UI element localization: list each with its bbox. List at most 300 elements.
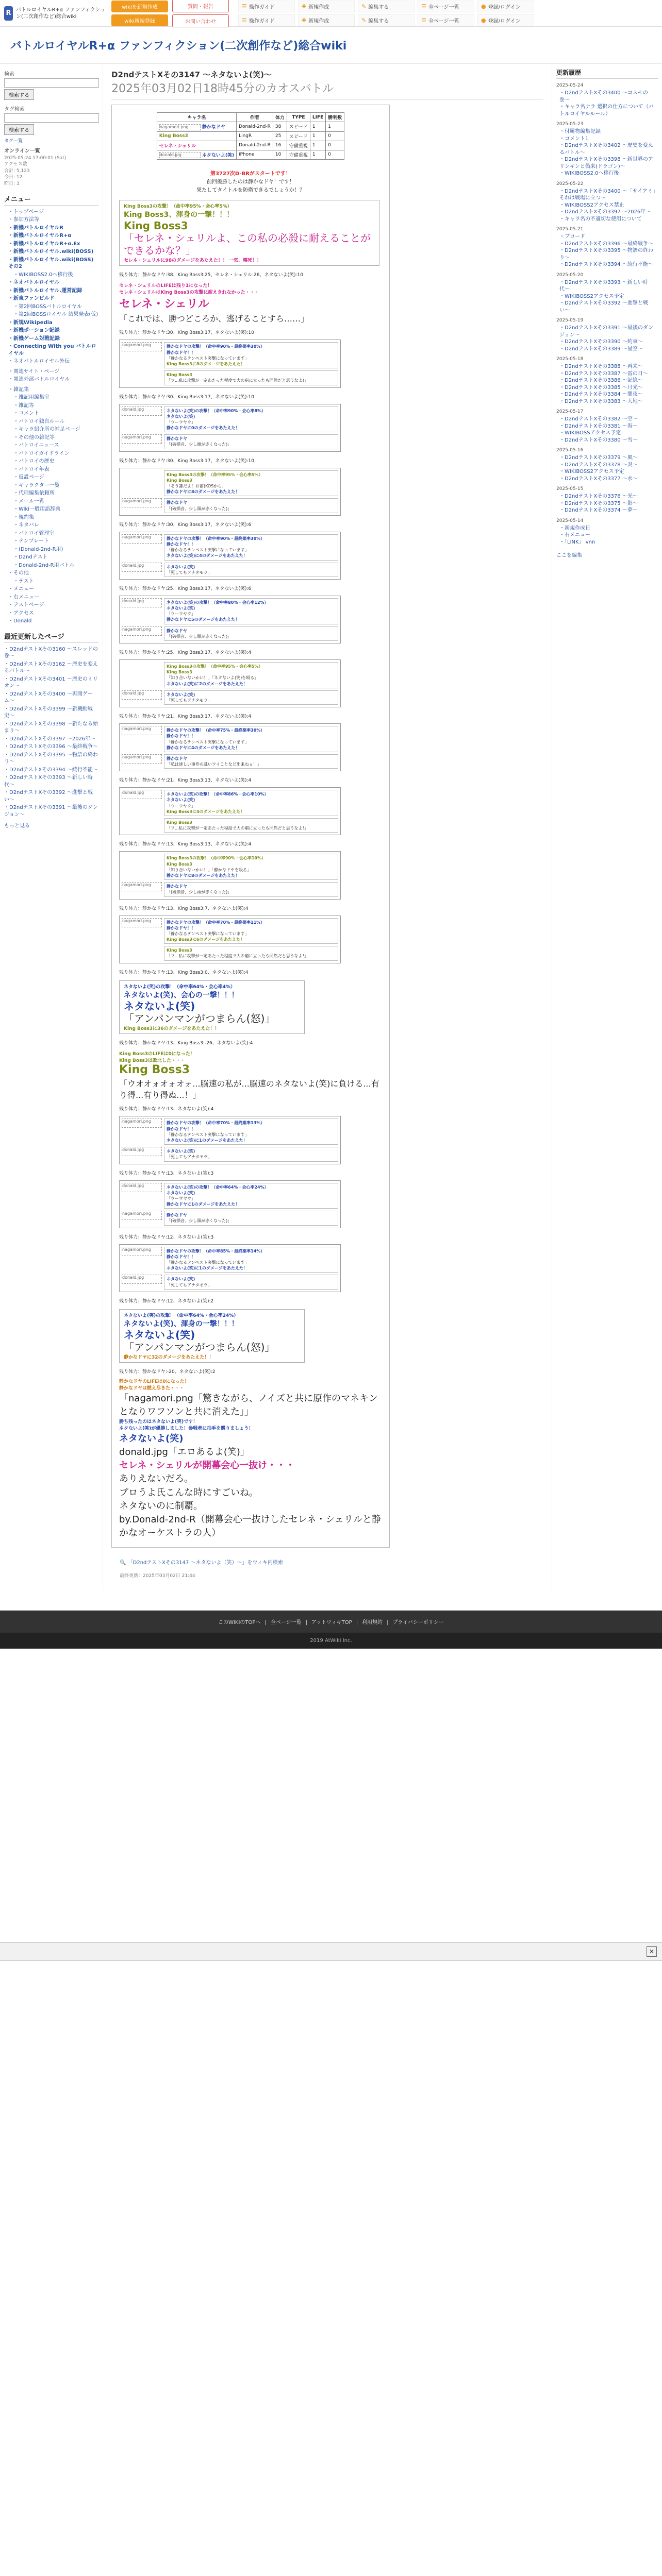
turn-message bbox=[164, 1275, 338, 1289]
roster-header: LIFE bbox=[310, 113, 325, 122]
create-wiki-button[interactable]: wikiを新規作成 bbox=[111, 1, 168, 12]
turn-message-line: ネタないよ(笑) bbox=[167, 798, 195, 803]
toolbar-link[interactable] bbox=[477, 14, 534, 26]
menu-link[interactable]: ・新機ゲーム対戦記録 bbox=[8, 335, 60, 342]
edit-right-link[interactable]: ここを編集 bbox=[556, 553, 582, 558]
search-input[interactable] bbox=[4, 78, 99, 88]
turn-status: 残り体力：静かなドヤ:30、King Boss3:17、ネタないよ(笑):6 bbox=[119, 522, 252, 528]
history-item bbox=[559, 507, 658, 514]
left-sidebar bbox=[0, 64, 103, 1590]
ending-l7: donald.jpg「エロあるよ(笑)」 bbox=[119, 1447, 250, 1458]
history-link[interactable]: ・D2ndテストXその3391 〜最後のダンジョン〜 bbox=[559, 325, 653, 338]
menu-link[interactable]: ・代理編集依頼所 bbox=[13, 490, 55, 497]
wiki-search-link[interactable]: 「D2ndテストXその3147 〜ネタないよ（笑）〜」をウィキ内検索 bbox=[127, 1560, 283, 1566]
menu-link[interactable]: ・関連外部バトルロイヤル bbox=[8, 377, 70, 383]
character-image: donald.jpg bbox=[122, 406, 162, 416]
history-link[interactable]: ・D2ndテストXその3389 〜星空〜 bbox=[559, 346, 643, 352]
turn-message-line: King Boss3の攻撃！（命中率95%・会心率5%） bbox=[167, 472, 263, 477]
roster-cell: 1 bbox=[326, 122, 344, 132]
menu-link[interactable]: ・参加方法等 bbox=[8, 217, 39, 223]
character-image: nagamori.png bbox=[122, 1118, 162, 1128]
menu-item bbox=[8, 570, 98, 577]
menu-link[interactable]: ・テスト bbox=[13, 578, 34, 584]
turn-message-line: 静かなドヤに4のダメージをあたえた！ bbox=[167, 745, 240, 750]
menu-link[interactable]: ・雑記等 bbox=[13, 402, 34, 409]
history-date: 2025-05-21 bbox=[556, 227, 584, 232]
menu-link[interactable]: ・メニュー bbox=[8, 586, 34, 592]
history-link[interactable]: ・D2ndテストXその3385 〜月光〜 bbox=[559, 384, 643, 391]
toolbar-link[interactable] bbox=[358, 14, 415, 26]
history-link[interactable]: ・D2ndテストXその3394 〜続行不能〜 bbox=[559, 262, 653, 267]
turn-message-line: 静かなドヤ bbox=[167, 628, 187, 633]
turn-message-line: 「静かなるテンペスト突撃になっています」 bbox=[167, 739, 249, 744]
turn-message-line: King Boss3 bbox=[167, 861, 192, 867]
menu-link[interactable]: ・新機バトルロイヤルR+α bbox=[8, 233, 72, 239]
history-item bbox=[559, 384, 658, 392]
history-item bbox=[559, 338, 658, 346]
menu-title: メニュー bbox=[4, 194, 98, 206]
menu-item bbox=[8, 257, 98, 270]
recent-link[interactable]: ・D2ndテストXその3162 〜歴史を変えるバトル〜 bbox=[4, 661, 98, 674]
turn-row bbox=[122, 498, 338, 513]
turn-message-line: 静かなドヤに8のダメージをあたえた！ bbox=[167, 873, 240, 878]
recent-item bbox=[4, 676, 98, 690]
menu-link[interactable]: ・雑記用編集室 bbox=[13, 395, 49, 401]
site-badge[interactable] bbox=[4, 6, 107, 21]
footer-link[interactable]: プライバシーポリシー bbox=[392, 1619, 444, 1625]
ending-l6: ネタないよ(笑) bbox=[119, 1433, 184, 1445]
turn-message-line: 「ウーウヤウ」 bbox=[167, 612, 195, 617]
tree-list bbox=[4, 386, 98, 625]
history-date: 2025-05-20 bbox=[556, 272, 584, 278]
turn-status: 残り体力：静かなドヤ:21、King Boss3:13、ネタないよ(笑):4 bbox=[119, 778, 252, 784]
history-link[interactable]: ・D2ndテストXその3380 〜雪〜 bbox=[559, 437, 638, 443]
history-link[interactable]: ・WIKIBOSS2.0へ移行後 bbox=[559, 171, 619, 176]
menu-link[interactable]: ・バトロイガイドライン bbox=[13, 450, 70, 456]
menu-link[interactable]: ・新機バトルロイヤルR+α.Ex bbox=[8, 241, 80, 247]
roster-row bbox=[157, 141, 344, 150]
recent-item bbox=[4, 646, 98, 660]
roster-cell: 守備重視 bbox=[287, 141, 310, 150]
menu-item bbox=[13, 410, 98, 417]
turn-row bbox=[122, 342, 338, 368]
turn-message bbox=[164, 342, 338, 368]
menu-item bbox=[8, 209, 98, 216]
history-items bbox=[556, 454, 658, 482]
history-link[interactable]: ・D2ndテストXその3387 〜雷の日〜 bbox=[559, 370, 648, 377]
turn-message bbox=[164, 818, 338, 833]
boss-fall-4: 「ウオオォオォオォ...脳速の私が...脳速のネタないよ(笑)に負ける...有り得...有り得ぬ...！」 bbox=[119, 1078, 379, 1100]
boss-fall-2: King Boss3は敗北した・・・ bbox=[119, 1058, 186, 1063]
menu-link[interactable]: ・キャラ紹介所の補足ページ bbox=[13, 427, 80, 433]
menu-link[interactable]: ・ネタバレ bbox=[13, 522, 39, 529]
roster-cell: LingR bbox=[237, 131, 273, 141]
menu-link[interactable]: ・新規Wikipedia bbox=[8, 319, 53, 326]
turn-message-line: ネタないよ(笑)の攻撃！（命中率90%・会心率8%） bbox=[167, 408, 266, 413]
turn-row bbox=[122, 790, 338, 816]
footer-link[interactable]: アットウィキTOP bbox=[311, 1619, 352, 1625]
roster-cell: 0 bbox=[326, 141, 344, 150]
menu-item bbox=[13, 474, 98, 481]
toolbar-link[interactable] bbox=[418, 1, 474, 12]
recent-item bbox=[4, 774, 98, 788]
turn-message-line: 「死してもアナタモラ」 bbox=[167, 698, 212, 703]
character-name: 静かなドヤ bbox=[200, 125, 225, 130]
turn-message bbox=[164, 470, 338, 497]
menu-link[interactable]: ・コメント bbox=[13, 411, 39, 417]
history-items bbox=[556, 325, 658, 352]
turn-row bbox=[122, 818, 338, 833]
menu-link[interactable]: ・テンプレート bbox=[13, 538, 49, 545]
recent-link[interactable]: ・D2ndテストXその3160 〜スレッドの巻〜 bbox=[4, 646, 98, 659]
history-link[interactable]: ・WIKIBOSS2アクセス予定 bbox=[559, 293, 624, 299]
menu-link[interactable]: ・右メニュー bbox=[8, 594, 39, 600]
menu-link[interactable]: ・バトロイニュース bbox=[13, 443, 59, 449]
history-item bbox=[559, 156, 658, 170]
turn-row bbox=[122, 1183, 338, 1209]
history-link[interactable]: ・D2ndテストXその3390 〜約束〜 bbox=[559, 339, 643, 345]
history-link[interactable]: ・コメント1 bbox=[559, 135, 589, 142]
final-status: 残り体力：静かなドヤ:-20、ネタないよ(笑):2 bbox=[119, 1369, 216, 1375]
recent-link[interactable]: ・D2ndテストXその3394 〜続行不能〜 bbox=[4, 767, 98, 773]
history-item bbox=[559, 500, 658, 507]
history-items bbox=[556, 416, 658, 444]
main-content bbox=[103, 64, 552, 1590]
history-link[interactable]: ・D2ndテストXその3377 〜水〜 bbox=[559, 476, 638, 482]
roster-header: 勝利数 bbox=[326, 113, 344, 122]
menu-link[interactable]: ・新機バトルロイヤル.wiki(BOSS)その2 bbox=[8, 257, 94, 270]
site-title[interactable]: バトルロイヤルR+α ファンフィクション(二次創作など)総合wiki bbox=[10, 40, 347, 53]
fall-line-2: セレネ・シェリルはKing Boss3の攻撃に耐えきれなかった・・・ bbox=[119, 290, 259, 295]
toolbar-link-icon: ☰ bbox=[242, 3, 247, 10]
footer-link[interactable]: このWIKIのTOPへ bbox=[218, 1619, 261, 1625]
character-name: セレネ・シェリル bbox=[159, 143, 196, 149]
history-link[interactable]: ・D2ndテストXその3374 〜夢〜 bbox=[559, 507, 638, 513]
toolbar-link[interactable] bbox=[298, 14, 355, 26]
menu-link[interactable]: ・バトロイ独自ルール bbox=[13, 418, 65, 425]
turn-message-line: 「ウーウヤウ」 bbox=[167, 419, 195, 425]
turn-message-line: 静かなドヤに5のダメージをあたえた！ bbox=[167, 617, 240, 622]
turn-message-line: 静かなドヤの攻撃！（命中率70%・最終薬率13%） bbox=[167, 1121, 265, 1126]
recent-link[interactable]: ・D2ndテストXその3400 〜再開ゲーム〜 bbox=[4, 691, 93, 704]
turn-row bbox=[122, 1147, 338, 1161]
menu-link[interactable]: ・WIKIBOSS2.0へ移行後 bbox=[13, 272, 73, 278]
menu-link[interactable]: ・Connecting With you バトルロイヤル bbox=[8, 344, 96, 357]
start-note-3: 果たしてタイトルを防衛できるでしょうか！？ bbox=[196, 188, 305, 193]
roster-cell: iPhone bbox=[237, 150, 273, 160]
menu-link[interactable]: ・テストページ bbox=[8, 602, 44, 608]
menu-link[interactable]: ・第2回BOSSロイヤル 結果発表(仮) bbox=[13, 312, 98, 318]
boss-attack-box bbox=[119, 200, 379, 266]
recent-link[interactable]: ・D2ndテストXその3392 〜進撃と戦い〜 bbox=[4, 790, 93, 803]
history-link[interactable]: ・D2ndテストXその3384 〜闇夜〜 bbox=[559, 392, 643, 397]
recent-item bbox=[4, 743, 98, 751]
roster-header: 体力 bbox=[273, 113, 287, 122]
history-item bbox=[559, 216, 658, 223]
roster-cell: 0 bbox=[326, 150, 344, 160]
history-link[interactable]: ・キャラ名ナラ 選択の仕方について（バトルロイヤルルール） bbox=[559, 104, 654, 117]
history-link[interactable]: ・D2ndテストXその3386 〜記憶〜 bbox=[559, 378, 643, 383]
boss-fall-3: King Boss3 bbox=[119, 1063, 190, 1076]
turn-message bbox=[164, 534, 338, 561]
recent-link[interactable]: ・D2ndテストXその3398 〜新たなる始まり〜 bbox=[4, 721, 98, 734]
character-name: ネタないよ(笑) bbox=[200, 152, 235, 158]
turn-message-line: 「ウーウヤウ」 bbox=[167, 1196, 195, 1201]
menu-link[interactable]: ・関連サイト・ページ bbox=[8, 368, 60, 375]
menu-link[interactable]: ・バトロイ管理室 bbox=[13, 530, 55, 536]
menu-link[interactable]: ・トップページ bbox=[8, 209, 44, 215]
menu-link[interactable]: ・仮設ページ bbox=[13, 474, 44, 481]
history-link[interactable]: ・D2ndテストXその3393 〜新しい時代〜 bbox=[559, 279, 648, 292]
recent-link[interactable]: ・D2ndテストXその3397 〜2026年〜 bbox=[4, 736, 96, 742]
menu-link[interactable]: ・その他の雑記等 bbox=[13, 434, 55, 440]
roster-cell: スピード bbox=[287, 131, 310, 141]
menu-link[interactable]: ・新東ファンビルド bbox=[8, 296, 55, 302]
turn-message bbox=[164, 1211, 338, 1225]
boss-line-2: King Boss3、渾身の一撃！！！ bbox=[124, 211, 234, 219]
turn-status: 残り体力：静かなドヤ:13、King Boss3:13、ネタないよ(笑):4 bbox=[119, 842, 252, 848]
turn-message bbox=[164, 882, 338, 896]
menu-link[interactable]: ・D2ndテスト bbox=[13, 554, 48, 561]
toolbar-link[interactable] bbox=[418, 14, 474, 26]
history-link[interactable]: ・D2ndテストXその3392 〜進撃と戦い〜 bbox=[559, 300, 648, 313]
history-link[interactable]: ・WIKIBOSS2アクセス禁止 bbox=[559, 202, 624, 208]
turn-message-line: 「(破損音、少し頭が赤くなった)」 bbox=[167, 1218, 232, 1224]
more-recent-link[interactable]: もっと見る bbox=[4, 823, 30, 829]
turn-block bbox=[119, 659, 341, 707]
crit2-line-1: ネタないよ(笑)の攻撃！（命中率64%・会心率24%） bbox=[124, 1313, 239, 1318]
character-image: nagamori.png bbox=[122, 726, 162, 735]
menu-link[interactable]: ・メール一覧 bbox=[13, 498, 44, 504]
history-link[interactable]: ・WIKIBOSS2アクセス予定 bbox=[559, 469, 624, 474]
menu-link[interactable]: ・雑記集 bbox=[8, 386, 29, 393]
roster-cell: 1 bbox=[310, 122, 325, 132]
report-button[interactable]: 質問・報告 bbox=[172, 0, 229, 12]
menu-link[interactable]: ・新機バトルロイヤル.運営記録 bbox=[8, 287, 82, 294]
menu-link[interactable]: ・Donald-2nd-R用バトル bbox=[13, 562, 75, 568]
menu-link[interactable]: ・アクセス bbox=[8, 610, 34, 616]
search-button[interactable]: 検索する bbox=[4, 89, 34, 100]
history-link[interactable]: ・D2ndテストXその3397 〜2026年〜 bbox=[559, 209, 651, 215]
counter-line: 昨日: 3 bbox=[4, 181, 20, 187]
footer-sep: | bbox=[305, 1619, 307, 1625]
ending-l12: by.Donald-2nd-R（開幕会心一抜けしたセレネ・シェリルと静かなオーケストラの人） bbox=[119, 1514, 381, 1538]
toolbar-link[interactable] bbox=[477, 1, 534, 12]
history-link[interactable]: ・D2ndテストXその3375 〜影〜 bbox=[559, 500, 638, 506]
history-link[interactable]: ・ブロード bbox=[559, 234, 585, 240]
history-link[interactable]: ・D2ndテストXその3400 〜「サイアミ」それは戦場に立つ〜 bbox=[559, 188, 658, 201]
history-link[interactable]: ・「LINK」 vnn bbox=[559, 539, 595, 545]
turn-message bbox=[164, 790, 338, 816]
turn-message-line: 「(破損音、少し頭が赤くなった)」 bbox=[167, 634, 232, 639]
menu-item bbox=[13, 546, 98, 553]
crit-line-2: ネタないよ(笑)、会心の一撃！！！ bbox=[124, 991, 239, 999]
turn-message-line: 「フ...私に攻撃が一定あたった程度で大の窮に立ったも同然だと思うなよ!」 bbox=[167, 826, 308, 831]
history-link[interactable]: ・キャラ名の不適切な使用について bbox=[559, 216, 642, 222]
toolbar-link[interactable] bbox=[238, 1, 295, 12]
counter-line: 合計: 5,123 bbox=[4, 168, 30, 174]
search-label: 検索 bbox=[4, 72, 14, 77]
character-image: donald.jpg bbox=[159, 152, 201, 158]
menu-item bbox=[8, 232, 98, 240]
history-link[interactable]: ・D2ndテストXその3382 〜空〜 bbox=[559, 416, 638, 422]
history-link[interactable]: ・新規作成日 bbox=[559, 525, 590, 531]
turn-row bbox=[122, 470, 338, 497]
turn-row bbox=[122, 662, 338, 688]
toolbar-link-icon: ✚ bbox=[302, 16, 307, 24]
turn-message-line: 静かなドヤの攻撃！（命中率90%・最終薬率30%） bbox=[167, 344, 265, 349]
recent-item bbox=[4, 661, 98, 675]
turn-message bbox=[164, 918, 338, 944]
recent-item bbox=[4, 706, 98, 720]
history-link[interactable]: ・右メニュー bbox=[559, 532, 590, 538]
toolbar-link[interactable] bbox=[238, 14, 295, 26]
history-link[interactable]: ・付属物編集記録 bbox=[559, 129, 601, 134]
turn-message-line: 「そう誰だよ！お前(KOSから」 bbox=[167, 484, 226, 489]
menu-link[interactable]: ・その他 bbox=[8, 570, 29, 577]
menu-link[interactable]: ・第2回BOSSバトルロイヤル bbox=[13, 303, 82, 310]
turn-message-line: King Boss3 bbox=[167, 372, 192, 378]
turn-block bbox=[119, 851, 341, 899]
turn-message-line: 「私は達しい事件の乱いワイことなど出来ねぇ！」 bbox=[167, 762, 261, 767]
history-item bbox=[559, 142, 658, 156]
tag-search-button[interactable]: 検索する bbox=[4, 124, 34, 135]
contact-button[interactable]: お問い合わせ bbox=[172, 14, 229, 27]
menu-item bbox=[8, 358, 98, 365]
roster-cell: 10 bbox=[273, 150, 287, 160]
history-items bbox=[556, 128, 658, 177]
turn-message bbox=[164, 726, 338, 752]
history-link[interactable]: ・D2ndテストXその3398 〜新世界のアリンキンと偽来(ドラゴン)〜 bbox=[559, 157, 653, 170]
turn-message-line: King Boss3に8のダメージをあたえた！ bbox=[167, 361, 245, 366]
roster-header: キャラ名 bbox=[157, 113, 236, 122]
turn-message bbox=[164, 1147, 338, 1161]
tag-search-input[interactable] bbox=[4, 113, 99, 123]
history-link[interactable]: ・D2ndテストXその3402 〜歴史を変えるバトル〜 bbox=[559, 143, 653, 156]
toolbar-link[interactable] bbox=[298, 1, 355, 12]
turn-row bbox=[122, 882, 338, 896]
footer-link[interactable]: 全ページ一覧 bbox=[270, 1619, 302, 1625]
recent-link[interactable]: ・D2ndテストXその3396 〜最終戦争〜 bbox=[4, 744, 98, 750]
roster-cell: 0 bbox=[326, 131, 344, 141]
register-wiki-button[interactable]: wiki新規登録 bbox=[111, 14, 168, 26]
footer bbox=[0, 1611, 662, 1633]
status-line: 残り体力：静かなドヤ:38、King Boss3:25、セレネ・シェリル:26、ネタないよ(笑):10 bbox=[119, 273, 303, 278]
character-image: donald.jpg bbox=[122, 1147, 162, 1156]
history-link[interactable]: ・D2ndテストXその3383 〜大地〜 bbox=[559, 398, 643, 404]
tag-list-link[interactable]: タグ一覧 bbox=[4, 139, 23, 144]
menu-link[interactable]: ・バトロイの歴史 bbox=[13, 459, 55, 465]
history-date: 2025-05-24 bbox=[556, 83, 584, 88]
turn-message-line: ネタないよ(笑) bbox=[167, 692, 195, 697]
history-link[interactable]: ・D2ndテストXその3388 〜再来〜 bbox=[559, 364, 643, 369]
history-list bbox=[556, 83, 658, 546]
menu-link[interactable]: ・Wiki一般用語辞典 bbox=[13, 506, 61, 513]
history-link[interactable]: ・D2ndテストXその3400 〜コスモの巻〜 bbox=[559, 90, 648, 103]
roster-cell: スピード bbox=[287, 122, 310, 132]
history-link[interactable]: ・D2ndテストXその3381 〜海〜 bbox=[559, 423, 638, 429]
turns-container bbox=[119, 329, 382, 963]
menu-link[interactable]: ・ネオバトルロイヤル bbox=[8, 280, 60, 286]
menu-link[interactable]: ・新機バトルロイヤル.wiki(BOSS) bbox=[8, 249, 94, 255]
menu-item bbox=[13, 402, 98, 410]
history-item bbox=[559, 346, 658, 353]
roster-row bbox=[157, 131, 344, 141]
menu-item bbox=[13, 562, 98, 569]
roster-cell: 1 bbox=[310, 150, 325, 160]
footer-sep: | bbox=[356, 1619, 358, 1625]
menu-item bbox=[13, 434, 98, 442]
menu-link[interactable]: ・(Donald-2nd-R用) bbox=[13, 546, 63, 552]
recent-link[interactable]: ・D2ndテストXその3391 〜最後のダンジョン〜 bbox=[4, 805, 98, 818]
character-image: nagamori.png bbox=[122, 498, 162, 507]
toolbar-link[interactable] bbox=[358, 1, 415, 12]
turn-message-line: King Boss3の攻撃！（命中率90%・会心率10%） bbox=[167, 856, 266, 861]
menu-item bbox=[8, 327, 98, 334]
online-label: オンライン一覧 bbox=[4, 148, 40, 154]
history-link[interactable]: ・D2ndテストXその3379 〜風〜 bbox=[559, 455, 638, 461]
history-item bbox=[559, 135, 658, 143]
footer-sep: | bbox=[264, 1619, 267, 1625]
close-icon[interactable]: ✕ bbox=[647, 1946, 657, 1957]
turn-block bbox=[119, 596, 341, 643]
recent-item bbox=[4, 767, 98, 774]
crit2-box bbox=[119, 1309, 305, 1363]
menu-item bbox=[13, 578, 98, 585]
menu-link[interactable]: ・新機バトルロイヤルR bbox=[8, 225, 64, 231]
recent-link[interactable]: ・D2ndテストXその3399 〜新機動戦史〜 bbox=[4, 706, 93, 719]
history-link[interactable]: ・WIKIBOSSアクセス予定 bbox=[559, 430, 621, 436]
character-image: donald.jpg bbox=[122, 690, 162, 700]
history-link[interactable]: ・D2ndテストXその3378 〜炎〜 bbox=[559, 462, 638, 468]
history-link[interactable]: ・D2ndテストXその3395 〜物語の終わり〜 bbox=[559, 248, 653, 261]
menu-link[interactable]: ・規約集 bbox=[13, 514, 34, 520]
turn-message-line: 静かなドヤ bbox=[167, 1213, 187, 1218]
toolbar-link-label: 全ページ一覧 bbox=[428, 4, 459, 10]
turn-message-line: 静かなドヤに8のダメージをあたえた！ bbox=[167, 489, 240, 495]
history-item bbox=[559, 430, 658, 437]
recent-link[interactable]: ・D2ndテストXその3393 〜新しい時代〜 bbox=[4, 775, 93, 788]
menu-item bbox=[8, 335, 98, 343]
menu-link[interactable]: ・キャラクター一覧 bbox=[13, 482, 60, 488]
menu-list bbox=[4, 209, 98, 365]
history-item bbox=[559, 437, 658, 444]
access-counter bbox=[4, 161, 98, 187]
menu-link[interactable]: ・Donald bbox=[8, 618, 32, 624]
history-link[interactable]: ・D2ndテストXその3396 〜最終戦争〜 bbox=[559, 241, 653, 247]
menu-link[interactable]: ・新機ポーション記録 bbox=[8, 328, 60, 334]
history-item bbox=[559, 293, 658, 300]
crit2-line-4: 「アンパンマンがつまらん(怒)」 bbox=[124, 1341, 275, 1353]
history-item bbox=[559, 462, 658, 469]
recent-link[interactable]: ・D2ndテストXその3401 〜歴史のミリオン〜 bbox=[4, 676, 98, 689]
recent-item bbox=[4, 691, 98, 705]
history-items bbox=[556, 188, 658, 223]
history-items bbox=[556, 525, 658, 546]
turn-row bbox=[122, 370, 338, 385]
history-link[interactable]: ・D2ndテストXその3376 〜光〜 bbox=[559, 494, 638, 499]
footer-link[interactable]: 利用規約 bbox=[362, 1619, 383, 1625]
menu-link[interactable]: ・バトロイ年表 bbox=[13, 466, 49, 472]
menu-link[interactable]: ・ネオバトルロイヤル外伝 bbox=[8, 359, 70, 365]
recent-link[interactable]: ・D2ndテストXその3395 〜物語の終わり〜 bbox=[4, 752, 98, 765]
recent-item bbox=[4, 804, 98, 818]
turn-message-line: ネタないよ(笑) bbox=[167, 1190, 195, 1195]
ending-l2: 静かなドヤは燃え尽きた・・・ bbox=[119, 1385, 185, 1391]
turn-message-line: 「死してもアナタモラ」 bbox=[167, 1282, 212, 1287]
turn-row bbox=[122, 854, 338, 880]
roster-name-cell bbox=[157, 122, 236, 132]
